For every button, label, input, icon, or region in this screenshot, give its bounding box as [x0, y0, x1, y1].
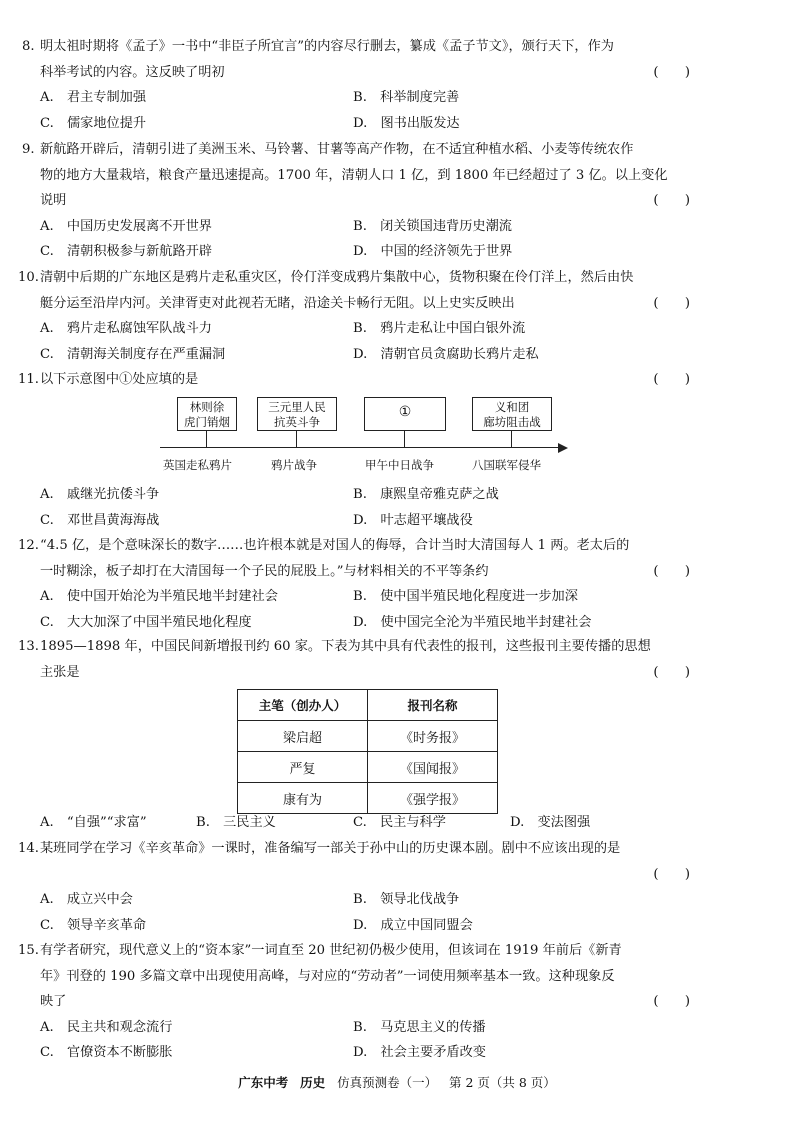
question-15: [18, 938, 690, 1066]
option-c[interactable]: C. 清朝积极参与新航路开辟: [40, 244, 213, 260]
answer-paren[interactable]: ( ): [653, 193, 690, 209]
option-a[interactable]: A. 君主专制加强: [40, 90, 147, 106]
table-header-row: [238, 690, 498, 721]
question-8: [22, 34, 690, 136]
question-number: 13.: [18, 639, 39, 654]
option-a[interactable]: A. 中国历史发展离不开世界: [40, 218, 212, 234]
answer-paren[interactable]: ( ): [653, 664, 690, 680]
answer-paren[interactable]: ( ): [653, 64, 690, 80]
question-number: 10.: [18, 270, 39, 285]
newspaper-table: [237, 689, 498, 814]
option-c[interactable]: C. 儒家地位提升: [40, 115, 147, 131]
question-line: 明太祖时期将《孟子》一书中“非臣子所宜言”的内容尽行删去，纂成《孟子节文》，颁行天下，作为: [40, 39, 614, 54]
option-d[interactable]: D. 清朝官员贪腐助长鸦片走私: [353, 346, 539, 362]
question-line: 有学者研究，现代意义上的“资本家”一词直至 20 世纪初仍极少使用，但该词在 1919 年前后《新青: [40, 943, 622, 958]
option-b[interactable]: B. 使中国半殖民地化程度进一步加深: [353, 589, 578, 605]
question-13-options: [22, 810, 690, 836]
timeline-event-label: 鸦片战争: [271, 458, 317, 472]
question-line: 映了: [40, 994, 67, 1010]
option-d[interactable]: D. 叶志超平壤战役: [353, 512, 473, 528]
option-a[interactable]: A. 民主共和观念流行: [40, 1019, 173, 1035]
question-line: 新航路开辟后，清朝引进了美洲玉米、马铃薯、甘薯等高产作物，在不适宜种植水稻、小麦等传统农作: [40, 142, 634, 157]
option-d[interactable]: D. 成立中国同盟会: [353, 917, 473, 933]
question-line: 主张是: [40, 664, 80, 680]
footer-paper: 仿真预测卷（一）: [337, 1075, 438, 1090]
timeline-box-label: 义和团 廊坊阻击战: [483, 400, 541, 429]
table-cell: 严复: [238, 752, 368, 783]
option-c[interactable]: C. 领导辛亥革命: [40, 917, 147, 933]
answer-paren[interactable]: ( ): [653, 372, 690, 387]
timeline-box-label: ①: [398, 404, 412, 420]
option-b[interactable]: B. 鸦片走私让中国白银外流: [353, 321, 526, 337]
timeline-event-label: 英国走私鸦片: [163, 458, 232, 472]
option-b[interactable]: B. 闭关锁国违背历史潮流: [353, 218, 512, 234]
option-b[interactable]: B. 领导北伐战争: [353, 892, 460, 908]
question-line: 物的地方大量栽培，粮食产量迅速提高。1700 年，清朝人口 1 亿，到 1800 年已经超过了 3 亿。以上变化: [40, 167, 668, 183]
arrow-right-icon: [558, 443, 568, 453]
question-number: 15.: [18, 943, 39, 958]
option-d[interactable]: D. 中国的经济领先于世界: [353, 244, 513, 260]
question-number: 9.: [22, 142, 35, 157]
table-cell: 《强学报》: [368, 783, 498, 814]
option-a[interactable]: A. 鸦片走私腐蚀军队战斗力: [40, 321, 212, 337]
question-number: 12.: [18, 538, 39, 553]
option-a[interactable]: A. “自强”“求富”: [40, 815, 147, 830]
answer-paren[interactable]: ( ): [653, 994, 690, 1010]
question-line: 以下示意图中①处应填的是: [40, 372, 199, 387]
timeline-connector: [296, 431, 297, 447]
timeline-box-1: [177, 397, 237, 431]
question-13: [18, 634, 690, 685]
table-header: 报刊名称: [368, 690, 498, 721]
page-footer: [0, 1073, 794, 1091]
question-line: 清朝中后期的广东地区是鸦片走私重灾区，伶仃洋变成鸦片集散中心，货物积聚在伶仃洋上，然后由快: [40, 270, 634, 285]
option-d[interactable]: D. 使中国完全沦为半殖民地半封建社会: [353, 614, 592, 630]
timeline-box-label: 林则徐 虎门销烟: [184, 400, 230, 429]
question-number: 14.: [18, 841, 39, 856]
timeline-box-3-blank[interactable]: [364, 397, 446, 431]
option-a[interactable]: A. 戚继光抗倭斗争: [40, 487, 160, 502]
option-d[interactable]: D. 图书出版发达: [353, 115, 460, 131]
timeline-event-label: 八国联军侵华: [472, 458, 541, 472]
question-line: 某班同学在学习《辛亥革命》一课时，准备编写一部关于孙中山的历史课本剧。剧中不应该出现的是: [40, 841, 621, 856]
timeline-connector: [404, 431, 405, 447]
option-b[interactable]: B. 马克思主义的传播: [353, 1019, 486, 1035]
table-cell: 梁启超: [238, 721, 368, 752]
option-a[interactable]: A. 成立兴中会: [40, 892, 133, 908]
option-a[interactable]: A. 使中国开始沦为半殖民地半封建社会: [40, 589, 278, 605]
table-row: [238, 752, 498, 783]
footer-page-number: 第 2 页（共 8 页）: [449, 1075, 556, 1090]
answer-paren[interactable]: ( ): [653, 563, 690, 579]
option-d[interactable]: D. 变法图强: [510, 815, 591, 830]
question-9: [22, 137, 690, 265]
option-c[interactable]: C. 大大加深了中国半殖民地化程度: [40, 614, 252, 630]
question-line: 说明: [40, 193, 67, 209]
table-row: [238, 721, 498, 752]
option-c[interactable]: C. 官僚资本不断膨胀: [40, 1045, 173, 1061]
table-cell: 《国闻报》: [368, 752, 498, 783]
question-line: 1895—1898 年，中国民间新增报刊约 60 家。下表为其中具有代表性的报刊，这些报刊主要传播的思想: [40, 639, 651, 654]
option-c[interactable]: C. 民主与科学: [353, 815, 446, 830]
timeline-box-label: 三元里人民 抗英斗争: [268, 400, 326, 429]
table-row: [238, 783, 498, 814]
question-line: 年》刊登的 190 多篇文章中出现使用高峰，与对应的“劳动者”一词使用频率基本一致。这种现象反: [40, 968, 615, 984]
option-b[interactable]: B. 科举制度完善: [353, 90, 460, 106]
question-number: 8.: [22, 39, 35, 54]
footer-subject: 历史: [300, 1075, 326, 1090]
table-header: 主笔（创办人）: [238, 690, 368, 721]
option-d[interactable]: D. 社会主要矛盾改变: [353, 1045, 486, 1061]
answer-paren[interactable]: ( ): [653, 866, 690, 882]
question-number: 11.: [18, 372, 39, 387]
option-b[interactable]: B. 三民主义: [196, 815, 276, 830]
timeline-box-4: [472, 397, 552, 431]
question-line: 一时糊涂，板子却打在大清国每一个子民的屁股上。”与材料相关的不平等条约: [40, 563, 489, 579]
question-14: [18, 836, 690, 938]
timeline-connector: [206, 431, 207, 447]
option-c[interactable]: C. 邓世昌黄海海战: [40, 512, 160, 528]
option-b[interactable]: B. 康熙皇帝雅克萨之战: [353, 487, 499, 502]
question-11-options: [22, 482, 690, 533]
footer-exam: 广东中考: [238, 1075, 289, 1090]
timeline-diagram: [160, 393, 580, 483]
option-c[interactable]: C. 清朝海关制度存在严重漏洞: [40, 346, 226, 362]
question-12: [18, 533, 690, 635]
question-11: [18, 367, 690, 393]
timeline-axis: [160, 447, 560, 448]
table-cell: 《时务报》: [368, 721, 498, 752]
timeline-box-2: [257, 397, 337, 431]
answer-paren[interactable]: ( ): [653, 295, 690, 311]
question-line: 科举考试的内容。这反映了明初: [40, 64, 225, 80]
table-cell: 康有为: [238, 783, 368, 814]
question-line: 艇分运至沿岸内河。关津胥吏对此视若无睹，沿途关卡畅行无阻。以上史实反映出: [40, 295, 515, 311]
timeline-connector: [511, 431, 512, 447]
question-10: [18, 265, 690, 367]
question-line: “4.5 亿，是个意味深长的数字……也许根本就是对国人的侮辱，合计当时大清国每人 1 两。老太后的: [40, 538, 630, 553]
timeline-event-label: 甲午中日战争: [365, 458, 434, 472]
